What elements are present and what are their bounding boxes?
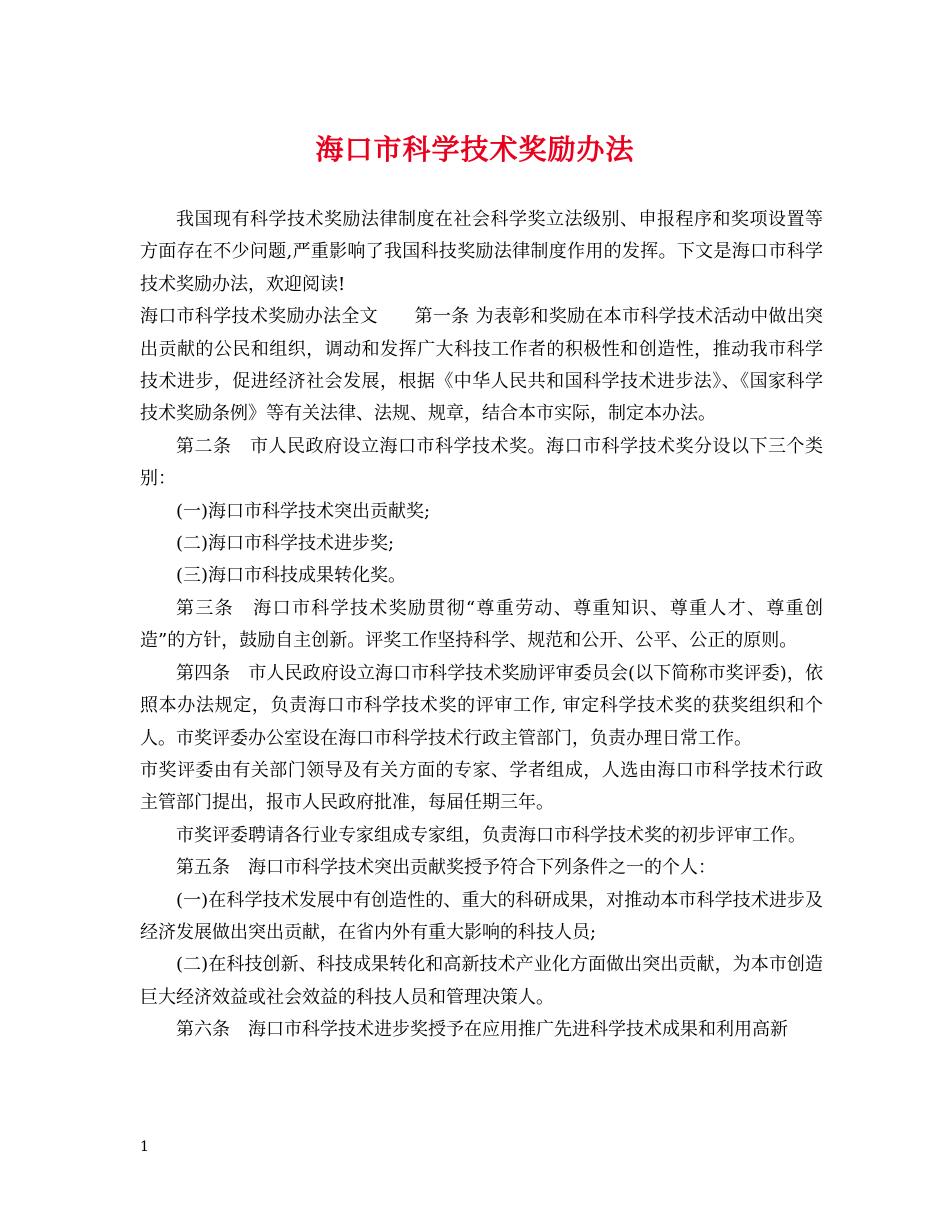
list-item-condition-1: (一)在科学技术发展中有创造性的、重大的科研成果，对推动本市科学技术进步及经济发展做出突出贡献，在省内外有重大影响的科技人员; — [140, 889, 823, 943]
list-item-award-1: (一)海口市科学技术突出贡献奖; — [176, 500, 431, 522]
paragraph-expert-group: 市奖评委聘请各行业专家组成专家组，负责海口市科学技术奖的初步评审工作。 — [176, 824, 806, 846]
paragraph-intro: 我国现有科学技术奖励法律制度在社会科学奖立法级别、申报程序和奖项设置等方面存在不少问题,严重影响了我国科技奖励法律制度作用的发挥。下文是海口市科学技术奖励办法，欢迎阅读! — [140, 209, 823, 295]
page-number: 1 — [140, 1139, 149, 1155]
paragraph-article-3: 第三条 海口市科学技术奖励贯彻“尊重劳动、尊重知识、尊重人才、尊重创造”的方针，鼓励自主创新。评奖工作坚持科学、规范和公开、公平、公正的原则。 — [140, 597, 823, 652]
list-item-award-3: (三)海口市科技成果转化奖。 — [176, 565, 407, 587]
document-title: 海口市科学技术奖励办法 — [315, 133, 635, 166]
paragraph-committee-members: 市奖评委由有关部门领导及有关方面的专家、学者组成，人选由海口市科学技术行政主管部门提出，报市人民政府批准，每届任期三年。 — [140, 759, 823, 814]
list-item-award-2: (二)海口市科学技术进步奖; — [176, 533, 395, 555]
paragraph-article-2: 第二条 市人民政府设立海口市科学技术奖。海口市科学技术奖分设以下三个类别： — [140, 435, 823, 490]
paragraph-article-4: 第四条 市人民政府设立海口市科学技术奖励评审委员会(以下简称市奖评委)，依照本办法规定，负责海口市科学技术奖的评审工作, 审定科学技术奖的获奖组织和个人。市奖评委办公室设在海口市科学技术行政主管部门，负责办理日常工作。 — [140, 662, 823, 749]
paragraph-article-1: 海口市科学技术奖励办法全文 第一条 为表彰和奖励在本市科学技术活动中做出突出贡献的公民和组织，调动和发挥广大科技工作者的积极性和创造性，推动我市科学技术进步，促进经济社会发展，根据《中华人民共和国科学技术进步法》、《国家科学技术奖励条例》等有关法律、法规、规章，结合本市实际，制定本办法。 — [140, 306, 823, 425]
document-body — [140, 204, 823, 1047]
list-item-condition-2: (二)在科技创新、科技成果转化和高新技术产业化方面做出突出贡献，为本市创造巨大经济效益或社会效益的科技人员和管理决策人。 — [140, 954, 823, 1008]
paragraph-article-6: 第六条 海口市科学技术进步奖授予在应用推广先进科学技术成果和利用高新 — [176, 1019, 788, 1041]
paragraph-article-5: 第五条 海口市科学技术突出贡献奖授予符合下列条件之一的个人： — [176, 857, 716, 879]
